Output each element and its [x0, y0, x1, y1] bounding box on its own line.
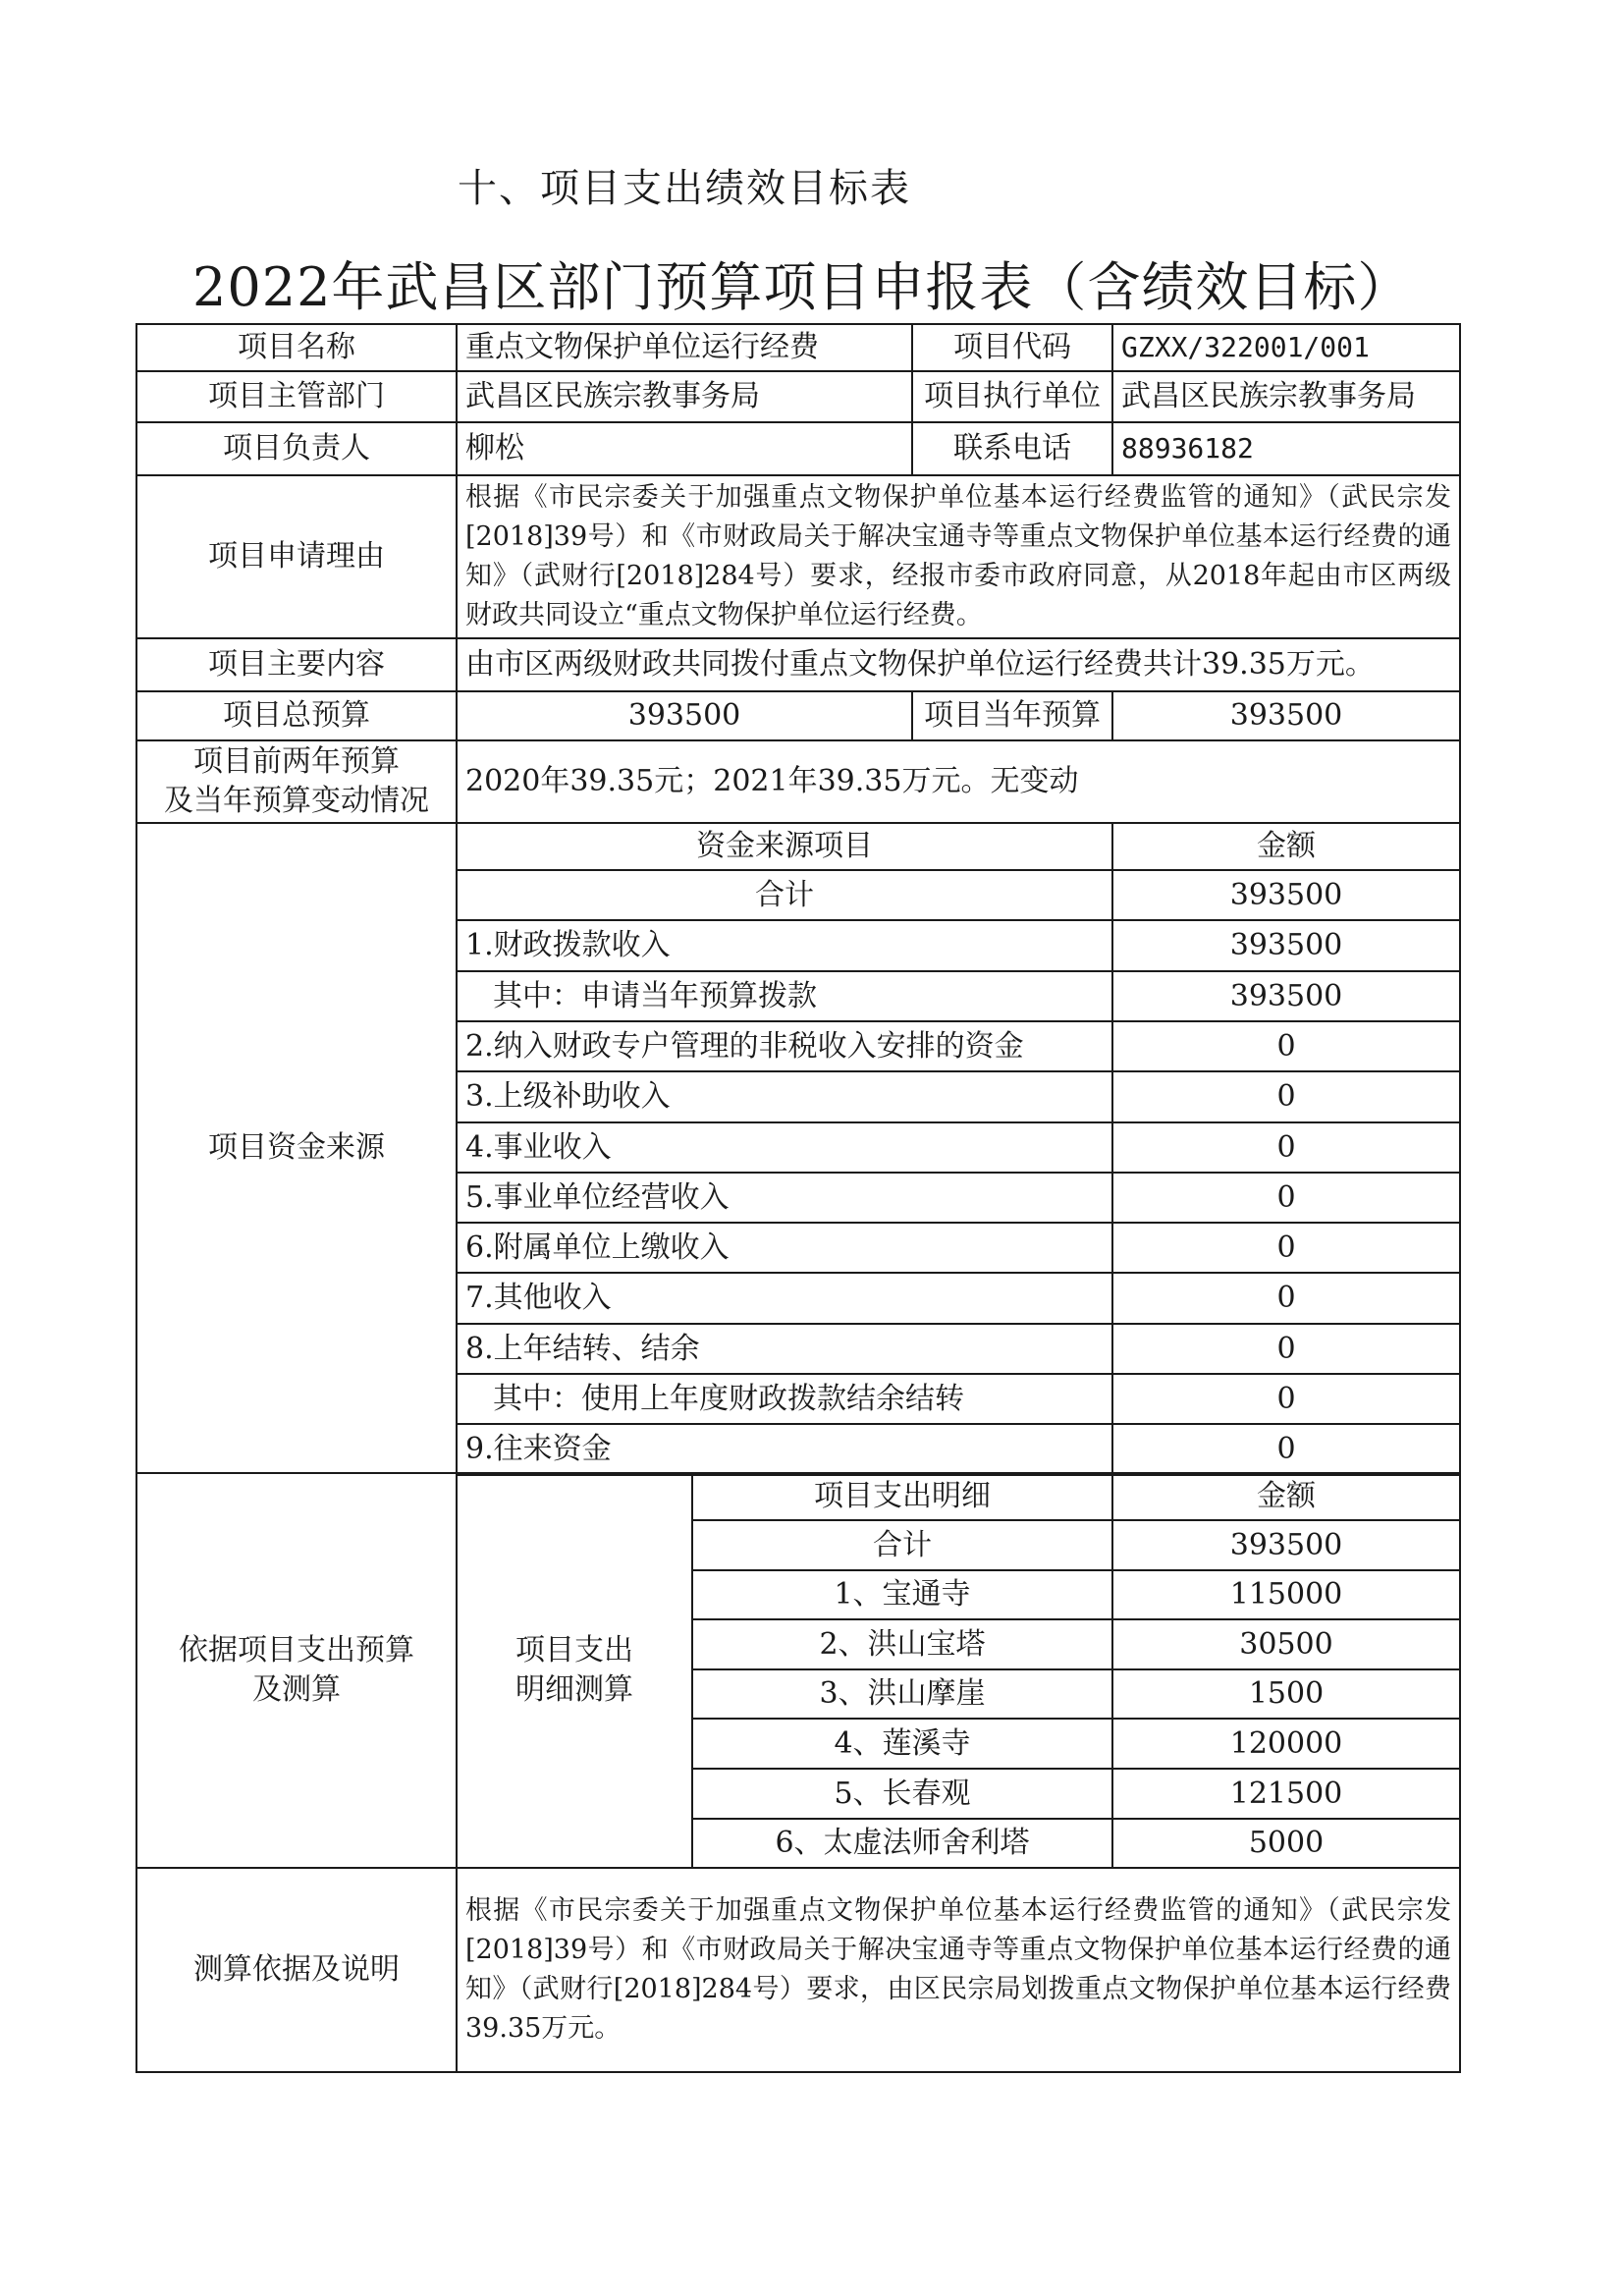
previous-budget-label-line1: 项目前两年预算 — [193, 744, 400, 779]
expense-header-item: 项目支出明细 — [691, 1472, 1113, 1521]
funding-row-amount: 393500 — [1111, 919, 1461, 972]
funding-row-amount: 0 — [1111, 1272, 1461, 1325]
funding-header-amount: 金额 — [1111, 822, 1461, 871]
funding-source-label: 项目资金来源 — [135, 822, 458, 1474]
expense-row-item: 2、洪山宝塔 — [691, 1618, 1113, 1670]
expense-row-item: 合计 — [691, 1519, 1113, 1571]
funding-header-item: 资金来源项目 — [456, 822, 1113, 871]
expense-row-item: 4、莲溪寺 — [691, 1718, 1113, 1770]
project-leader-label: 项目负责人 — [135, 421, 458, 476]
expense-row-amount: 1500 — [1111, 1668, 1461, 1720]
funding-row-amount: 0 — [1111, 1020, 1461, 1072]
phone-label: 联系电话 — [911, 421, 1113, 476]
expense-detail-sublabel — [456, 1472, 693, 1869]
current-year-budget-label: 项目当年预算 — [911, 690, 1113, 741]
funding-row-item: 其中：申请当年预算拨款 — [456, 970, 1113, 1022]
funding-row-amount: 393500 — [1111, 869, 1461, 921]
funding-row-item: 其中：使用上年度财政拨款结余结转 — [456, 1373, 1113, 1425]
funding-row-item: 4.事业收入 — [456, 1121, 1113, 1174]
expense-row-amount: 5000 — [1111, 1818, 1461, 1869]
funding-row-item: 合计 — [456, 869, 1113, 921]
project-name-label: 项目名称 — [135, 323, 458, 372]
section-heading: 十、项目支出绩效目标表 — [458, 166, 911, 211]
current-year-budget-value: 393500 — [1111, 690, 1461, 741]
funding-row-item: 8.上年结转、结余 — [456, 1323, 1113, 1375]
expense-row-item: 1、宝通寺 — [691, 1569, 1113, 1620]
funding-row-item: 2.纳入财政专户管理的非税收入安排的资金 — [456, 1020, 1113, 1072]
funding-row-item: 6.附属单位上缴收入 — [456, 1222, 1113, 1274]
expense-basis-label-line1: 依据项目支出预算 — [179, 1633, 414, 1667]
project-leader-value: 柳松 — [456, 421, 913, 476]
project-code-label: 项目代码 — [911, 323, 1113, 372]
project-name-value: 重点文物保护单位运行经费 — [456, 323, 913, 372]
supervising-dept-value: 武昌区民族宗教事务局 — [456, 370, 913, 423]
document-title: 2022年武昌区部门预算项目申报表（含绩效目标） — [192, 256, 1412, 318]
project-code-value: GZXX/322001/001 — [1111, 323, 1461, 372]
executing-unit-label: 项目执行单位 — [911, 370, 1113, 423]
funding-row-amount: 0 — [1111, 1222, 1461, 1274]
calculation-basis-label: 测算依据及说明 — [135, 1867, 458, 2073]
expense-row-amount: 30500 — [1111, 1618, 1461, 1670]
expense-basis-label — [135, 1472, 458, 1869]
total-budget-value: 393500 — [456, 690, 913, 741]
phone-value: 88936182 — [1111, 421, 1461, 476]
funding-row-amount: 393500 — [1111, 970, 1461, 1022]
main-content-label: 项目主要内容 — [135, 637, 458, 692]
expense-row-item: 3、洪山摩崖 — [691, 1668, 1113, 1720]
funding-row-amount: 0 — [1111, 1373, 1461, 1425]
main-content-value: 由市区两级财政共同拨付重点文物保护单位运行经费共计39.35万元。 — [456, 637, 1461, 692]
supervising-dept-label: 项目主管部门 — [135, 370, 458, 423]
expense-row-amount: 120000 — [1111, 1718, 1461, 1770]
calculation-basis-value: 根据《市民宗委关于加强重点文物保护单位基本运行经费监管的通知》（武民宗发[2018]39号）和《市财政局关于解决宝通寺等重点文物保护单位基本运行经费的通知》（武财行[2018]284号）要求，由区民宗局划拨重点文物保护单位基本运行经费39.35万元。 — [456, 1867, 1461, 2073]
previous-budget-label-line2: 及当年预算变动情况 — [164, 784, 429, 818]
funding-row-item: 7.其他收入 — [456, 1272, 1113, 1325]
funding-row-amount: 0 — [1111, 1121, 1461, 1174]
total-budget-label: 项目总预算 — [135, 690, 458, 741]
expense-row-amount: 115000 — [1111, 1569, 1461, 1620]
funding-row-item: 3.上级补助收入 — [456, 1070, 1113, 1123]
expense-row-amount: 393500 — [1111, 1519, 1461, 1571]
funding-row-amount: 0 — [1111, 1172, 1461, 1224]
expense-basis-label-line2: 及测算 — [252, 1672, 341, 1707]
expense-row-item: 6、太虚法师舍利塔 — [691, 1818, 1113, 1869]
application-reason-value: 根据《市民宗委关于加强重点文物保护单位基本运行经费监管的通知》（武民宗发[2018]39号）和《市财政局关于解决宝通寺等重点文物保护单位基本运行经费的通知》（武财行[2018]284号）要求，经报市委市政府同意，从2018年起由市区两级财政共同设立“重点文物保护单位运行经费。 — [456, 474, 1461, 639]
expense-row-amount: 121500 — [1111, 1768, 1461, 1820]
previous-budget-label — [135, 739, 458, 824]
funding-row-item: 9.往来资金 — [456, 1423, 1113, 1476]
funding-row-amount: 0 — [1111, 1070, 1461, 1123]
expense-detail-sublabel-line1: 项目支出 — [515, 1633, 633, 1667]
previous-budget-value: 2020年39.35元；2021年39.35万元。无变动 — [456, 739, 1461, 824]
funding-row-item: 1.财政拨款收入 — [456, 919, 1113, 972]
expense-row-item: 5、长春观 — [691, 1768, 1113, 1820]
expense-header-amount: 金额 — [1111, 1472, 1461, 1521]
executing-unit-value: 武昌区民族宗教事务局 — [1111, 370, 1461, 423]
funding-row-amount: 0 — [1111, 1423, 1461, 1476]
expense-detail-sublabel-line2: 明细测算 — [515, 1672, 633, 1707]
funding-row-item: 5.事业单位经营收入 — [456, 1172, 1113, 1224]
funding-row-amount: 0 — [1111, 1323, 1461, 1375]
application-reason-label: 项目申请理由 — [135, 474, 458, 639]
